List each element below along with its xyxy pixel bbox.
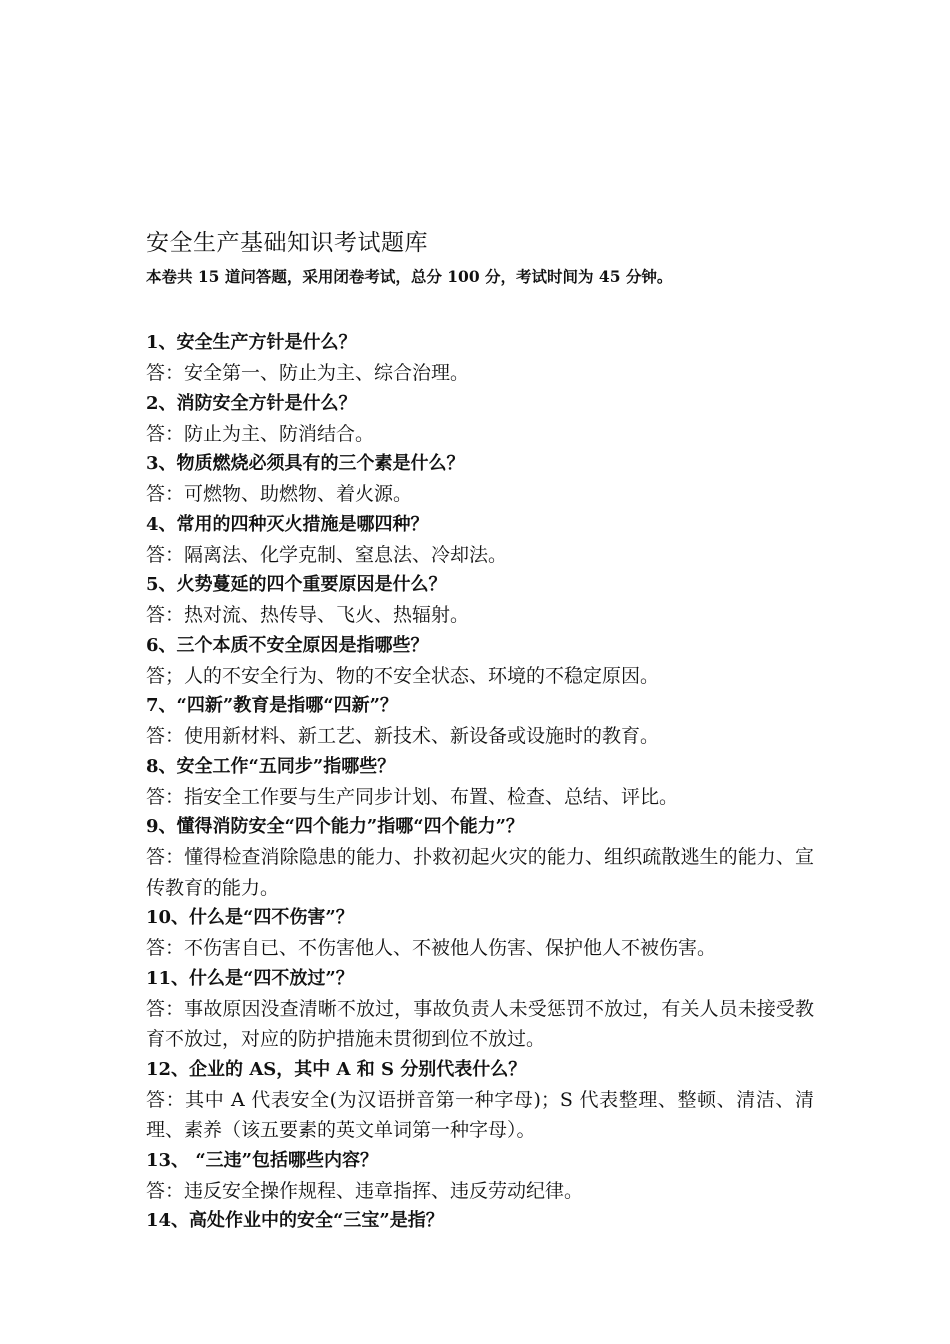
question-3: 3、物质燃烧必须具有的三个素是什么？ [146,453,465,474]
question-14: 14、高处作业中的安全“三宝”是指？ [146,1210,444,1231]
question-9: 9、懂得消防安全“四个能力”指哪“四个能力”？ [146,816,524,837]
answer-7: 答：使用新材料、新工艺、新技术、新设备或设施时的教育。 [146,725,660,747]
document-title: 安全生产基础知识考试题库 [146,230,428,256]
question-4: 4、常用的四种灭火措施是哪四种？ [146,513,429,535]
qa-item-5 [146,570,814,631]
qa-item-14 [146,1206,814,1236]
qa-item-11 [146,964,814,1055]
qa-item-13 [146,1146,814,1207]
question-8: 8、安全工作“五同步”指哪些？ [146,755,396,777]
qa-item-7 [146,691,814,752]
answer-13: 答：违反安全操作规程、违章指挥、违反劳动纪律。 [146,1179,584,1202]
qa-item-3 [146,449,814,510]
question-7: 7、“四新”教育是指哪“四新”？ [146,695,398,716]
qa-item-12 [146,1055,814,1146]
question-11: 11、什么是“四不放过”？ [146,967,354,989]
question-2: 2、消防安全方针是什么？ [146,392,357,414]
answer-3: 答：可燃物、助燃物、着火源。 [146,483,413,505]
answer-12: 答：其中 A 代表安全(为汉语拼音第一种字母)；S 代表整理、整顿、清洁、清理、素养（该五要素的英文单词第一种字母）。 [146,1088,814,1141]
answer-4: 答：隔离法、化学克制、窒息法、冷却法。 [146,543,508,566]
question-1: 1、安全生产方针是什么？ [146,332,357,353]
answer-11: 答：事故原因没查清晰不放过，事故负责人未受惩罚不放过，有关人员未接受教育不放过，对应的防护措施未贯彻到位不放过。 [146,997,814,1050]
qa-item-4 [146,510,814,571]
question-5: 5、火势蔓延的四个重要原因是什么？ [146,574,447,595]
question-12: 12、企业的 AS，其中 A 和 S 分别代表什么？ [146,1058,527,1080]
qa-item-1 [146,328,814,389]
document-subtitle: 本卷共 15 道问答题，采用闭卷考试，总分 100 分，考试时间为 45 分钟。 [146,267,673,286]
answer-5: 答：热对流、热传导、飞火、热辐射。 [146,604,470,626]
answer-6: 答；人的不安全行为、物的不安全状态、环境的不稳定原因。 [146,664,660,687]
answer-10: 答：不伤害自已、不伤害他人、不被他人伤害、保护他人不被伤害。 [146,937,717,959]
answer-2: 答：防止为主、防消结合。 [146,422,375,445]
qa-item-10 [146,903,814,964]
qa-item-6 [146,631,814,692]
document-page [146,226,814,1236]
answer-1: 答：安全第一、防止为主、综合治理。 [146,362,470,384]
question-13: 13、 “三违”包括哪些内容？ [146,1149,379,1171]
qa-item-9 [146,812,814,903]
question-10: 10、什么是“四不伤害”？ [146,907,354,928]
qa-item-8 [146,752,814,813]
qa-list [146,328,814,1236]
answer-8: 答：指安全工作要与生产同步计划、布置、检查、总结、评比。 [146,785,679,808]
answer-9: 答：懂得检查消除隐患的能力、扑救初起火灾的能力、组织疏散逃生的能力、宣传教育的能力。 [146,846,814,899]
qa-item-2 [146,389,814,450]
question-6: 6、三个本质不安全原因是指哪些？ [146,634,429,656]
